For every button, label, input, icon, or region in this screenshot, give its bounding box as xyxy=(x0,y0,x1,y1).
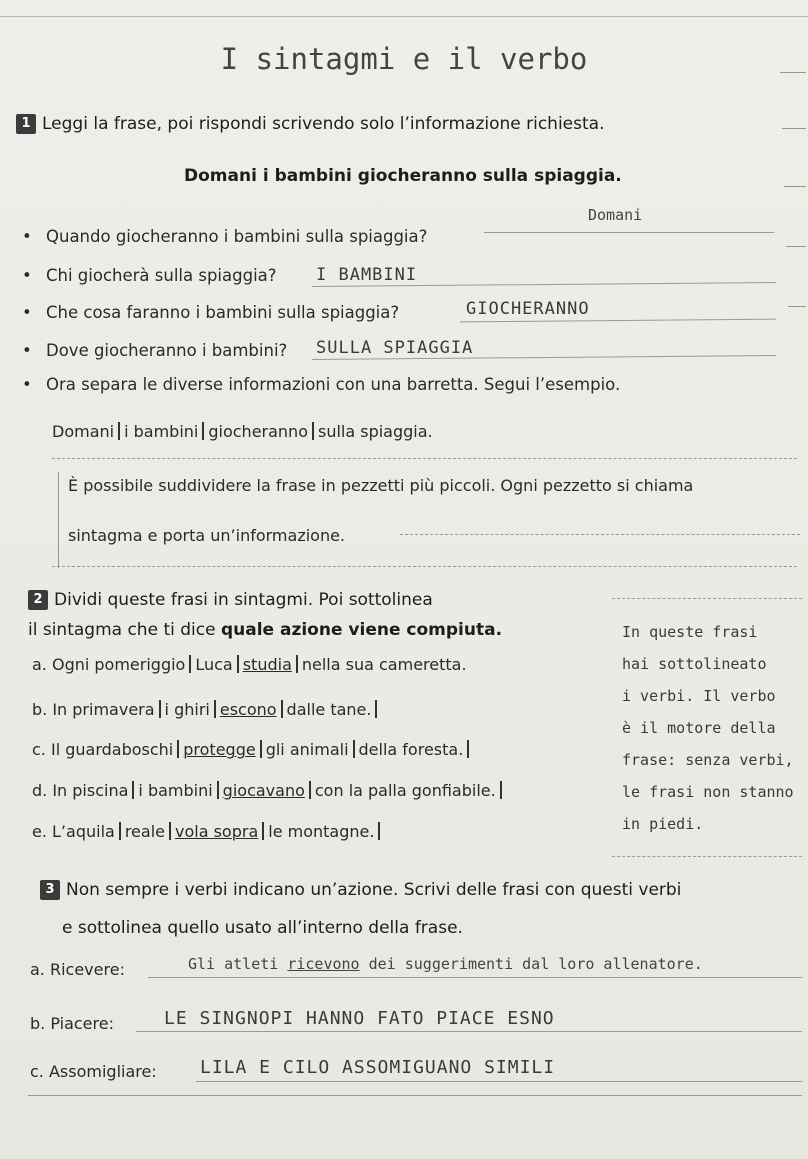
ex2-number: 2 xyxy=(28,590,48,610)
separator-bar xyxy=(378,822,380,840)
ex3-instruction-text: Non sempre i verbi indicano un’azione. Scrivi delle frasi con questi verbi xyxy=(66,880,682,900)
info-line-2: sintagma e porta un’informazione. xyxy=(68,526,346,545)
separator-bar xyxy=(353,740,355,758)
dashed-divider xyxy=(52,458,797,459)
phrase-segment: i bambini xyxy=(138,781,213,800)
separator-bar xyxy=(262,822,264,840)
verb-segment: escono xyxy=(219,700,277,719)
answer-4: SULLA SPIAGGIA xyxy=(316,338,474,358)
separator-bar xyxy=(217,781,219,799)
ex3-item-a-answer xyxy=(188,955,703,973)
verb-segment: giocavano xyxy=(222,781,305,800)
separator-bar xyxy=(119,822,121,840)
answer-text: Gli atleti xyxy=(188,955,288,973)
phrase-segment: nella sua cameretta. xyxy=(301,655,467,674)
info-box-left-edge xyxy=(58,472,59,568)
phrase-segment: dalle tane. xyxy=(286,700,372,719)
phrase-segment: b. In primavera xyxy=(32,700,155,719)
ex3-instruction-line1 xyxy=(40,880,681,900)
separator-bar xyxy=(309,781,311,799)
answer-2: I BAMBINI xyxy=(316,265,418,285)
ex3-item-a-label: a. Ricevere: xyxy=(30,960,125,979)
ex1-sentence: Domani i bambini giocheranno sulla spiaggia. xyxy=(184,166,622,186)
ex2-instruction-line2 xyxy=(28,620,502,640)
answer-verb: ricevono xyxy=(287,955,360,973)
dashed-divider xyxy=(612,598,802,599)
phrase-segment: c. Il guardaboschi xyxy=(32,740,174,759)
separator-bar xyxy=(169,822,171,840)
phrase-segment: i ghiri xyxy=(164,700,210,719)
separator-bar xyxy=(202,422,204,440)
dashed-divider xyxy=(52,566,797,567)
ex1-instruction-text: Leggi la frase, poi rispondi scrivendo solo l’informazione richiesta. xyxy=(42,114,605,134)
answer-line xyxy=(196,1081,802,1082)
example-split-sentence xyxy=(52,422,433,441)
margin-mark xyxy=(780,72,806,73)
separator-bar xyxy=(237,655,239,673)
ex3-item-c-answer: LILA E CILO ASSOMIGUANO SIMILI xyxy=(200,1057,556,1078)
sentence-e xyxy=(32,822,384,841)
separator-bar xyxy=(375,700,377,718)
verb-segment: studia xyxy=(242,655,292,674)
ex3-item-b-label: b. Piacere: xyxy=(30,1014,114,1033)
separator-bar xyxy=(132,781,134,799)
separator-bar xyxy=(281,700,283,718)
ex2-instruction-text: il sintagma che ti dice xyxy=(28,620,221,640)
separator-bar xyxy=(296,655,298,673)
example-part: i bambini xyxy=(124,422,199,441)
question-1: • Quando giocheranno i bambini sulla spiaggia? xyxy=(46,227,427,246)
phrase-segment: della foresta. xyxy=(358,740,464,759)
phrase-segment: con la palla gonfiabile. xyxy=(314,781,496,800)
margin-mark xyxy=(782,128,806,129)
dashed-divider xyxy=(612,856,802,857)
separator-bar xyxy=(467,740,469,758)
side-note-line: frase: senza verbi, xyxy=(622,751,794,769)
side-note-line: hai sottolineato xyxy=(622,655,767,673)
sentence-a xyxy=(32,655,467,674)
phrase-segment: e. L’aquila xyxy=(32,822,115,841)
info-line-1: È possibile suddividere la frase in pezzetti più piccoli. Ogni pezzetto si chiama xyxy=(68,476,694,495)
sentence-d xyxy=(32,781,506,800)
side-note-line: In queste frasi xyxy=(622,623,758,641)
question-2: • Chi giocherà sulla spiaggia? xyxy=(46,266,277,285)
ex2-instruction-text: Dividi queste frasi in sintagmi. Poi sottolinea xyxy=(54,590,433,610)
side-note-line: è il motore della xyxy=(622,719,776,737)
side-note-line: in piedi. xyxy=(622,815,704,833)
phrase-segment: gli animali xyxy=(265,740,349,759)
separator-bar xyxy=(214,700,216,718)
phrase-segment: le montagne. xyxy=(268,822,375,841)
ex3-number: 3 xyxy=(40,880,60,900)
answer-1: Domani xyxy=(588,206,643,224)
example-part: sulla spiaggia. xyxy=(317,422,433,441)
verb-segment: vola sopra xyxy=(174,822,259,841)
margin-mark xyxy=(784,186,806,187)
separator-bar xyxy=(118,422,120,440)
page-title: I sintagmi e il verbo xyxy=(220,42,588,76)
question-4: • Dove giocheranno i bambini? xyxy=(46,341,287,360)
separator-bar xyxy=(189,655,191,673)
margin-mark xyxy=(786,246,806,247)
sentence-b xyxy=(32,700,381,719)
bottom-rule xyxy=(28,1095,802,1096)
side-note-line: i verbi. Il verbo xyxy=(622,687,776,705)
separator-bar xyxy=(177,740,179,758)
side-note xyxy=(622,616,794,840)
question-3: • Che cosa faranno i bambini sulla spiaggia? xyxy=(46,303,399,322)
answer-line-3 xyxy=(460,319,776,323)
phrase-segment: d. In piscina xyxy=(32,781,129,800)
separator-bar xyxy=(159,700,161,718)
ex3-item-c-label: c. Assomigliare: xyxy=(30,1062,157,1081)
margin-mark xyxy=(788,306,806,307)
answer-line-1 xyxy=(484,232,774,233)
ex3-item-b-answer: LE SINGNOPI HANNO FATO PIACE ESNO xyxy=(164,1008,555,1029)
side-note-line: le frasi non stanno xyxy=(622,783,794,801)
separator-bar xyxy=(500,781,502,799)
answer-line xyxy=(148,977,802,978)
answer-text: dei suggerimenti dal loro allenatore. xyxy=(359,955,703,973)
phrase-segment: a. Ogni pomeriggio xyxy=(32,655,186,674)
phrase-segment: reale xyxy=(124,822,165,841)
sentence-c xyxy=(32,740,473,759)
answer-line xyxy=(136,1031,802,1032)
phrase-segment: Luca xyxy=(195,655,233,674)
top-rule xyxy=(0,16,808,17)
example-part: giocheranno xyxy=(208,422,308,441)
ex1-instruction xyxy=(16,114,605,134)
example-part: Domani xyxy=(52,422,115,441)
separator-bar xyxy=(260,740,262,758)
ex2-instruction-line1 xyxy=(28,590,433,610)
ex3-instruction-line2: e sottolinea quello usato all’interno della frase. xyxy=(62,918,463,938)
ex2-instruction-bold: quale azione viene compiuta. xyxy=(220,620,503,640)
split-instruction: • Ora separa le diverse informazioni con una barretta. Segui l’esempio. xyxy=(46,375,620,394)
verb-segment: protegge xyxy=(183,740,256,759)
separator-bar xyxy=(312,422,314,440)
answer-3: GIOCHERANNO xyxy=(466,299,590,319)
dashed-divider xyxy=(400,534,800,535)
ex1-number: 1 xyxy=(16,114,36,134)
